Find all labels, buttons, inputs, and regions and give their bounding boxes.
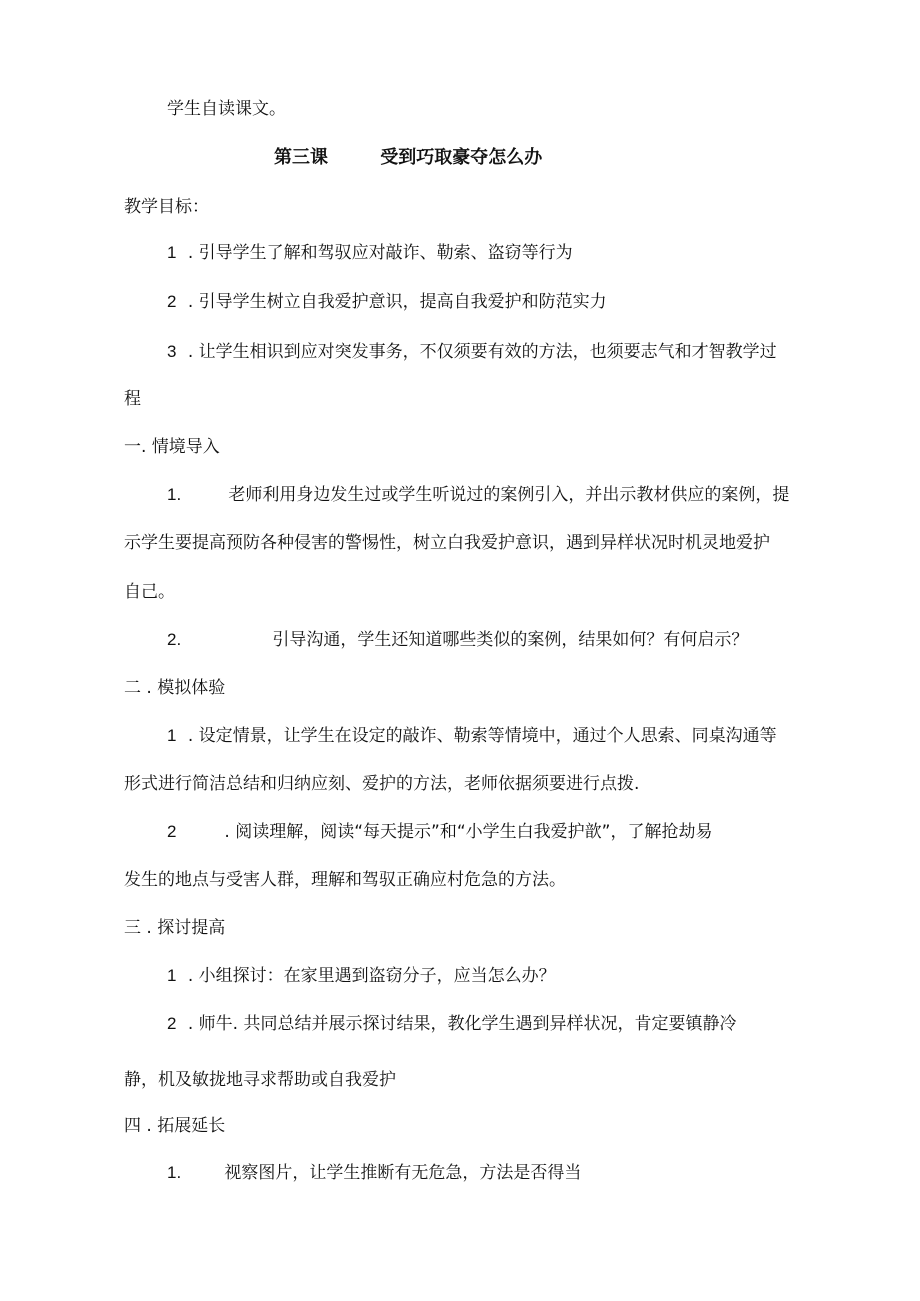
section1-item1-line2: 示学生要提高预防各种侵害的警惕性，树立白我爱护意识，遇到异样状况时机灵地爱护 bbox=[124, 533, 770, 553]
item-number: 1. bbox=[167, 1163, 182, 1182]
objective-continuation: 程 bbox=[124, 389, 141, 409]
lesson-title bbox=[274, 146, 542, 170]
item-text: . 师牛. 共同总结并展示探讨结果，教化学生遇到异样状况，肯定要镇静冷 bbox=[187, 1014, 737, 1034]
section1-item2 bbox=[167, 628, 748, 652]
objective-number: 2 bbox=[167, 292, 177, 311]
section2-item2-line2: 发生的地点与受害人群，理解和驾驭正确应村危急的方法。 bbox=[124, 870, 566, 890]
item-text: 视察图片，让学生推断有无危急，方法是否得当 bbox=[224, 1163, 582, 1183]
section2-item1 bbox=[167, 724, 777, 748]
section1-item1-line3: 自己。 bbox=[124, 582, 175, 602]
section-heading-2: 二 . 模拟体验 bbox=[124, 678, 226, 698]
objective-item bbox=[167, 290, 607, 314]
objective-item bbox=[167, 241, 573, 265]
section2-item1-line2: 形式进行简洁总结和归纳应刻、爱护的方法，老师依据须要进行点拨. bbox=[124, 774, 640, 794]
section2-item2 bbox=[167, 820, 712, 844]
objective-number: 1 bbox=[167, 243, 177, 262]
lesson-name: 受到巧取豪夺怎么办 bbox=[380, 147, 543, 168]
section3-item2-line2: 静，机及敏拢地寻求帮助或自我爱护 bbox=[124, 1070, 396, 1090]
objective-item bbox=[167, 340, 777, 364]
item-text: 老师利用身边发生过或学生听说过的案例引入，并出示教材供应的案例，提 bbox=[228, 485, 790, 505]
item-number: 1 bbox=[167, 726, 177, 745]
section3-item2 bbox=[167, 1012, 737, 1036]
item-text: . 设定情景，让学生在设定的敲诈、勒索等情境中，通过个人思索、同桌沟通等 bbox=[187, 726, 777, 746]
objective-text: . 引导学生树立自我爱护意识，提高自我爱护和防范实力 bbox=[187, 292, 607, 312]
section1-item1 bbox=[167, 483, 789, 507]
objective-number: 3 bbox=[167, 342, 177, 361]
section3-item1 bbox=[167, 964, 556, 988]
section4-item1 bbox=[167, 1161, 581, 1185]
section-heading-3: 三 . 探讨提高 bbox=[124, 918, 226, 938]
section-heading-4: 四 . 拓展延长 bbox=[124, 1116, 226, 1136]
objectives-heading: 教学目标： bbox=[124, 197, 209, 217]
item-text: . 阅读理解，阅读“每天提示”和“小学生白我爱护歆”，了解抢劫易 bbox=[224, 822, 713, 842]
objective-text: . 引导学生了解和驾驭应对敲诈、勒索、盗窃等行为 bbox=[187, 243, 573, 263]
item-text: . 小组探讨：在家里遇到盗窃分子，应当怎么办？ bbox=[187, 966, 556, 986]
lesson-number: 第三课 bbox=[274, 147, 328, 168]
item-number: 2. bbox=[167, 630, 182, 649]
item-text: 引导沟通，学生还知道哪些类似的案例，结果如何？有何启示？ bbox=[272, 630, 749, 650]
item-number: 2 bbox=[167, 822, 177, 841]
item-number: 2 bbox=[167, 1014, 177, 1033]
item-number: 1 bbox=[167, 966, 177, 985]
intro-text: 学生自读课文。 bbox=[167, 99, 286, 119]
section-heading-1: 一. 情境导入 bbox=[124, 437, 220, 457]
objective-text: . 让学生相识到应对突发事务，不仅须要有效的方法，也须要志气和才智教学过 bbox=[187, 342, 777, 362]
item-number: 1. bbox=[167, 485, 182, 504]
